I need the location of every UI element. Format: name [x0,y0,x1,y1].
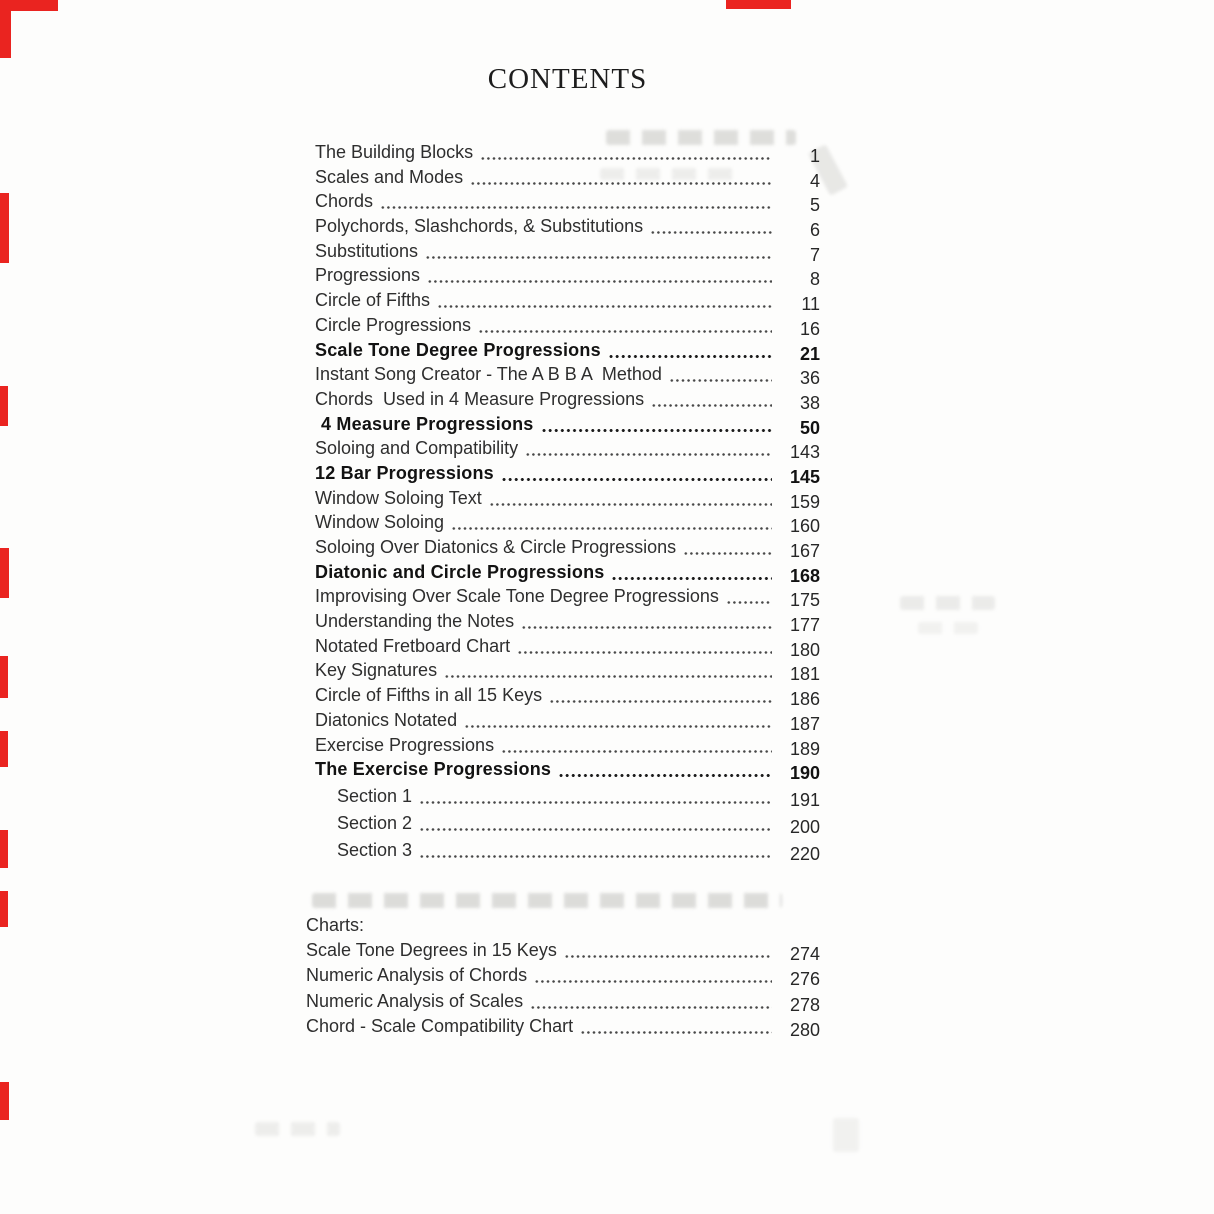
toc-entry-page: 1 [809,146,820,166]
toc-entry-label: Key Signatures [315,660,438,681]
toc-row [315,733,820,758]
toc-entry-page: 160 [789,516,820,537]
dot-leader [478,328,772,333]
toc-entry-label: Improvising Over Scale Tone Degree Progressions [315,586,719,607]
toc-row [315,387,820,412]
toc-row [315,165,820,190]
toc-entry-page: 21 [799,343,820,364]
toc-entry-page: 167 [789,541,820,561]
toc-entry-page: 38 [799,392,820,413]
toc-entry-page: 5 [809,195,820,216]
toc-entry-label: Section 1 [337,786,413,807]
toc-row [315,784,820,809]
toc-entry-page: 7 [809,244,820,265]
dot-leader [525,451,772,456]
toc-entry-label: Instant Song Creator - The A B B A Method [315,364,662,385]
toc-entry-label: The Building Blocks [315,142,474,162]
toc-entry-label: Soloing and Compatibility [315,438,519,459]
dot-leader [419,853,772,858]
dot-leader [380,204,772,209]
toc-entry-page: 191 [789,790,820,811]
dot-leader [444,673,772,678]
toc-row [315,658,820,683]
toc-row [315,609,820,634]
toc-row [315,838,820,863]
toc-entry-label: 12 Bar Progressions [315,462,494,483]
toc-entry-label: Numeric Analysis of Chords [306,965,528,986]
toc-entry-page: 50 [799,417,820,438]
dot-leader [451,525,772,530]
toc-entry-page: 181 [789,664,820,685]
dot-leader [501,476,772,481]
toc-entry-label: Soloing Over Diatonics & Circle Progressions [315,537,677,557]
dot-leader [517,649,772,654]
toc-entry-page: 143 [789,442,820,463]
toc-row [315,535,820,560]
toc-row [315,214,820,239]
toc-row [315,140,820,165]
dot-leader [558,772,772,777]
toc-row [306,963,820,988]
red-edge-mark [0,830,8,868]
dot-leader [549,698,772,703]
dot-leader [521,624,772,629]
dot-leader [534,978,772,983]
toc-entry-page: 36 [799,368,820,389]
toc-entry-page: 200 [789,816,820,837]
toc-row [315,338,820,363]
toc-entry-label: Substitutions [315,240,419,261]
ghost-text-artifact [918,622,978,634]
toc-entry-page: 280 [789,1019,820,1040]
toc-entry-label: Circle of Fifths in all 15 Keys [315,685,543,706]
toc-entry-page: 8 [809,269,820,290]
dot-leader [541,427,773,432]
dot-leader [530,1004,772,1009]
toc-entry-label: Understanding the Notes [315,611,515,632]
toc-row [315,634,820,659]
toc-entry-page: 175 [789,590,820,611]
toc-entry-label: Circle of Fifths [315,290,431,311]
toc-row [315,461,820,486]
dot-leader [580,1029,772,1034]
dot-leader [480,155,772,160]
charts-heading: Charts: [306,915,365,935]
toc-entry-page: 274 [789,944,820,965]
toc-entry-label: Diatonic and Circle Progressions [315,561,605,582]
toc-entry-page: 186 [789,689,820,710]
toc-entry-label: 4 Measure Progressions [321,413,534,434]
toc-row [315,584,820,609]
toc-entry-label: Polychords, Slashchords, & Substitutions [315,216,644,237]
dot-leader [726,599,772,604]
dot-leader [419,799,772,804]
red-edge-mark [0,656,8,698]
toc-row [315,362,820,387]
toc-entry-page: 11 [801,294,820,315]
toc-entry-page: 220 [789,843,820,864]
toc-entry-page: 177 [789,615,820,636]
dot-leader [470,180,772,185]
toc-entry-page: 168 [789,565,820,586]
toc-list [315,140,820,863]
toc-entry-page: 4 [809,170,820,191]
dot-leader [501,748,772,753]
dot-leader [683,550,772,555]
dot-leader [437,303,772,308]
dot-leader [669,377,772,382]
toc-row [315,412,820,437]
charts-section [306,913,820,1039]
toc-entry-label: Numeric Analysis of Scales [306,990,524,1011]
toc-row [306,1014,820,1039]
toc-entry-page: 145 [789,466,820,487]
toc-row [306,989,820,1014]
red-edge-mark [0,386,8,426]
red-edge-mark [0,193,9,263]
ghost-text-artifact [255,1122,340,1136]
dot-leader [608,353,772,358]
toc-row [315,757,820,782]
toc-row [315,708,820,733]
ghost-text-artifact [833,1118,859,1152]
toc-row [315,263,820,288]
toc-entry-label: Notated Fretboard Chart [315,635,511,656]
toc-entry-page: 189 [789,738,820,759]
toc-row [315,189,820,214]
toc-row [315,288,820,313]
ghost-text-artifact [900,596,995,610]
toc-row [315,436,820,461]
dot-leader [427,278,772,283]
toc-entry-page: 16 [799,318,820,339]
red-edge-mark [0,1082,9,1120]
dot-leader [489,501,772,506]
toc-entry-label: Section 3 [337,839,413,860]
toc-entry-page: 278 [789,994,820,1015]
toc-entry-label: Exercise Progressions [315,734,495,755]
red-edge-mark [0,0,58,11]
toc-entry-label: Scale Tone Degrees in 15 Keys [306,940,557,961]
toc-entry-label: Circle Progressions [315,314,472,335]
toc-entry-label: Progressions [315,265,421,286]
toc-entry-label: Scale Tone Degree Progressions [315,339,601,360]
red-edge-mark [0,548,9,598]
red-edge-mark [0,731,8,767]
dot-leader [650,229,772,234]
page-title: CONTENTS [487,63,648,95]
red-edge-mark [0,891,8,927]
toc-row [315,683,820,708]
toc-entry-page: 159 [789,491,820,512]
dot-leader [425,254,772,259]
toc-entry-label: Chord - Scale Compatibility Chart [306,1015,574,1036]
toc-row [315,313,820,338]
dot-leader [611,575,772,580]
toc-entry-label: Window Soloing [315,512,445,533]
dot-leader [564,953,772,958]
charts-list [306,938,820,1039]
toc-entry-page: 6 [809,220,820,241]
toc-entry-label: Window Soloing Text [315,487,482,508]
toc-entry-label: Chords [315,191,374,212]
toc-row [315,486,820,511]
toc-entry-label: Diatonics Notated [315,709,458,730]
toc-entry-page: 187 [789,713,820,734]
toc-entry-page: 180 [789,639,820,660]
red-edge-mark [726,0,791,9]
ghost-text-artifact [312,893,782,908]
charts-heading-row [306,913,820,938]
toc-entry-label: Chords Used in 4 Measure Progressions [315,388,645,409]
toc-row [315,239,820,264]
toc-row [315,560,820,585]
toc-entry-label: Scales and Modes [315,166,464,187]
toc-row [315,510,820,535]
toc-row [315,811,820,836]
toc-entry-label: The Exercise Progressions [315,759,552,780]
toc-row [306,938,820,963]
toc-entry-page: 190 [789,763,820,784]
dot-leader [419,826,772,831]
toc-entry-label: Section 2 [337,812,413,833]
toc-entry-page: 276 [789,969,820,990]
dot-leader [651,402,772,407]
dot-leader [464,723,772,728]
